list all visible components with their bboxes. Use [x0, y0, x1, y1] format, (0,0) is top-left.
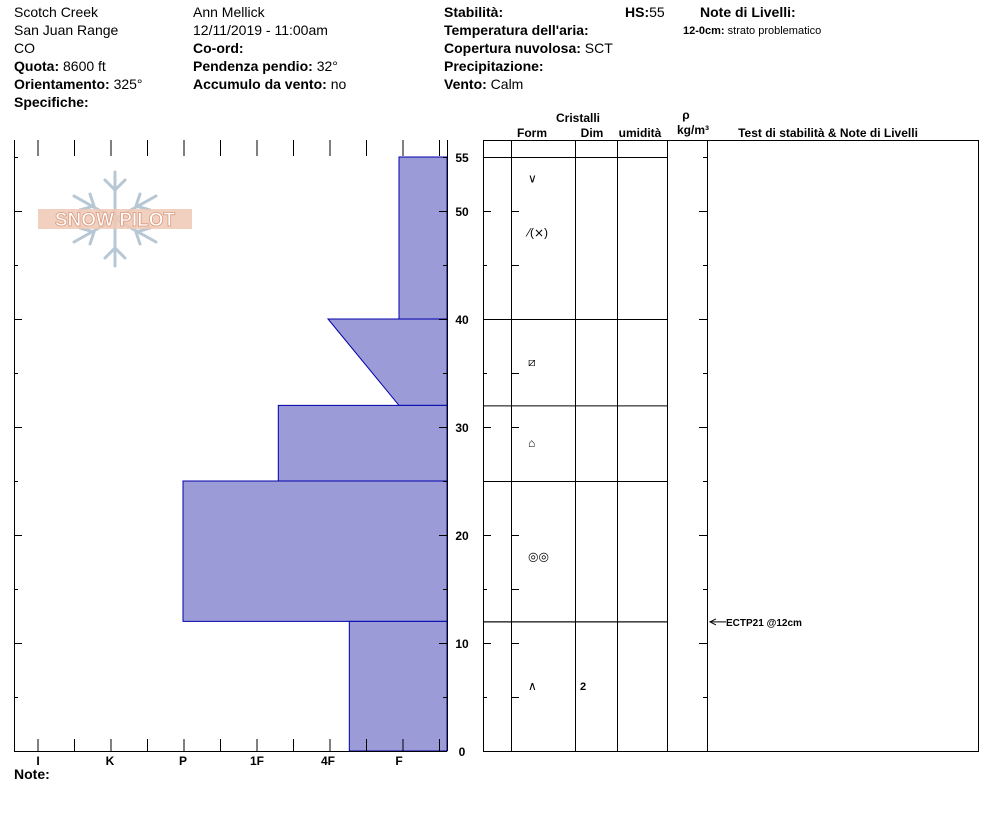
snowpilot-logo-text: SNOW PILOT — [54, 210, 176, 231]
crystals-header: Cristalli — [555, 111, 601, 125]
datetime: 12/11/2019 - 11:00am — [193, 22, 328, 38]
slope-value: 32° — [316, 58, 338, 74]
hardness-profile — [183, 157, 447, 751]
hardness-label: P — [178, 754, 188, 768]
depth-label: 10 — [455, 637, 469, 651]
air-temp-label: Temperatura dell'aria: — [444, 22, 589, 38]
test-note-text: ECTP21 @12cm — [726, 617, 802, 629]
aspect-label: Orientamento: — [14, 76, 110, 92]
elevation-value: 8600 ft — [63, 58, 106, 74]
slope-label: Pendenza pendio: — [193, 58, 313, 74]
state: CO — [14, 40, 35, 56]
hardness-layer-1 — [399, 157, 447, 319]
depth-label: 30 — [455, 421, 469, 435]
wind-value: Calm — [490, 76, 524, 92]
hardness-layer-5 — [349, 621, 447, 751]
snowpilot-logo — [38, 172, 192, 266]
layer-notes-label: Note di Livelli: — [700, 4, 796, 20]
crystal-form-symbol: ∨ — [528, 171, 537, 186]
coord-label: Co-ord: — [193, 40, 244, 56]
density-ticks — [483, 158, 707, 752]
elevation-label: Quota: — [14, 58, 60, 74]
hs-label: HS: — [625, 4, 650, 20]
wind-load-label: Accumulo da vento: — [193, 76, 327, 92]
depth-label: 50 — [455, 205, 469, 219]
tests-header: Test di stabilità & Note di Livelli — [738, 126, 918, 140]
cloud-label: Copertura nuvolosa: — [444, 40, 581, 56]
hardness-layer-4 — [183, 481, 447, 621]
rho-header: ρ — [682, 108, 690, 122]
layer-note-depth: 12-0cm: — [683, 25, 725, 37]
moisture-header: umidità — [618, 126, 662, 140]
crystal-form-symbol: ∧ — [528, 679, 537, 694]
layer-note-text: strato problematico — [727, 25, 822, 37]
crystal-form-symbol: ⧄ — [528, 355, 536, 370]
cloud-value: SCT — [584, 40, 613, 56]
form-header: Form — [517, 126, 547, 140]
observer: Ann Mellick — [193, 4, 265, 20]
depth-label: 55 — [455, 151, 469, 165]
stability-test — [710, 618, 802, 629]
crystal-form-symbol: ◎◎ — [528, 549, 549, 564]
hardness-layer-3 — [278, 405, 447, 481]
depth-label: 40 — [455, 313, 469, 327]
crystal-form-symbol: ⁄(⨯) — [528, 225, 549, 240]
crystal-forms — [525, 172, 586, 694]
hardness-layer-2 — [328, 319, 447, 405]
stability-label: Stabilità: — [444, 4, 504, 20]
wind-label: Vento: — [444, 76, 487, 92]
hardness-label: 1F — [249, 754, 265, 768]
wind-load-value: no — [330, 76, 347, 92]
specifics-label: Specifiche: — [14, 94, 89, 110]
range: San Juan Range — [14, 22, 119, 38]
depth-label: 0 — [458, 745, 466, 759]
precip-label: Precipitazione: — [444, 58, 544, 74]
density-header: kg/m³ — [676, 123, 710, 137]
crystal-size: 2 — [580, 681, 587, 694]
aspect-value: 325° — [113, 76, 143, 92]
hardness-label: F — [395, 754, 403, 768]
hs-value: 55 — [649, 4, 665, 20]
hardness-label: I — [36, 754, 40, 768]
crystal-form-symbol: ⌂ — [528, 436, 536, 451]
notes-label: Note: — [14, 766, 50, 782]
layer-table — [484, 140, 979, 752]
depth-label: 20 — [455, 529, 469, 543]
location: Scotch Creek — [14, 4, 99, 20]
dim-header: Dim — [580, 126, 604, 140]
hardness-label: 4F — [320, 754, 336, 768]
hardness-label: K — [105, 754, 115, 768]
